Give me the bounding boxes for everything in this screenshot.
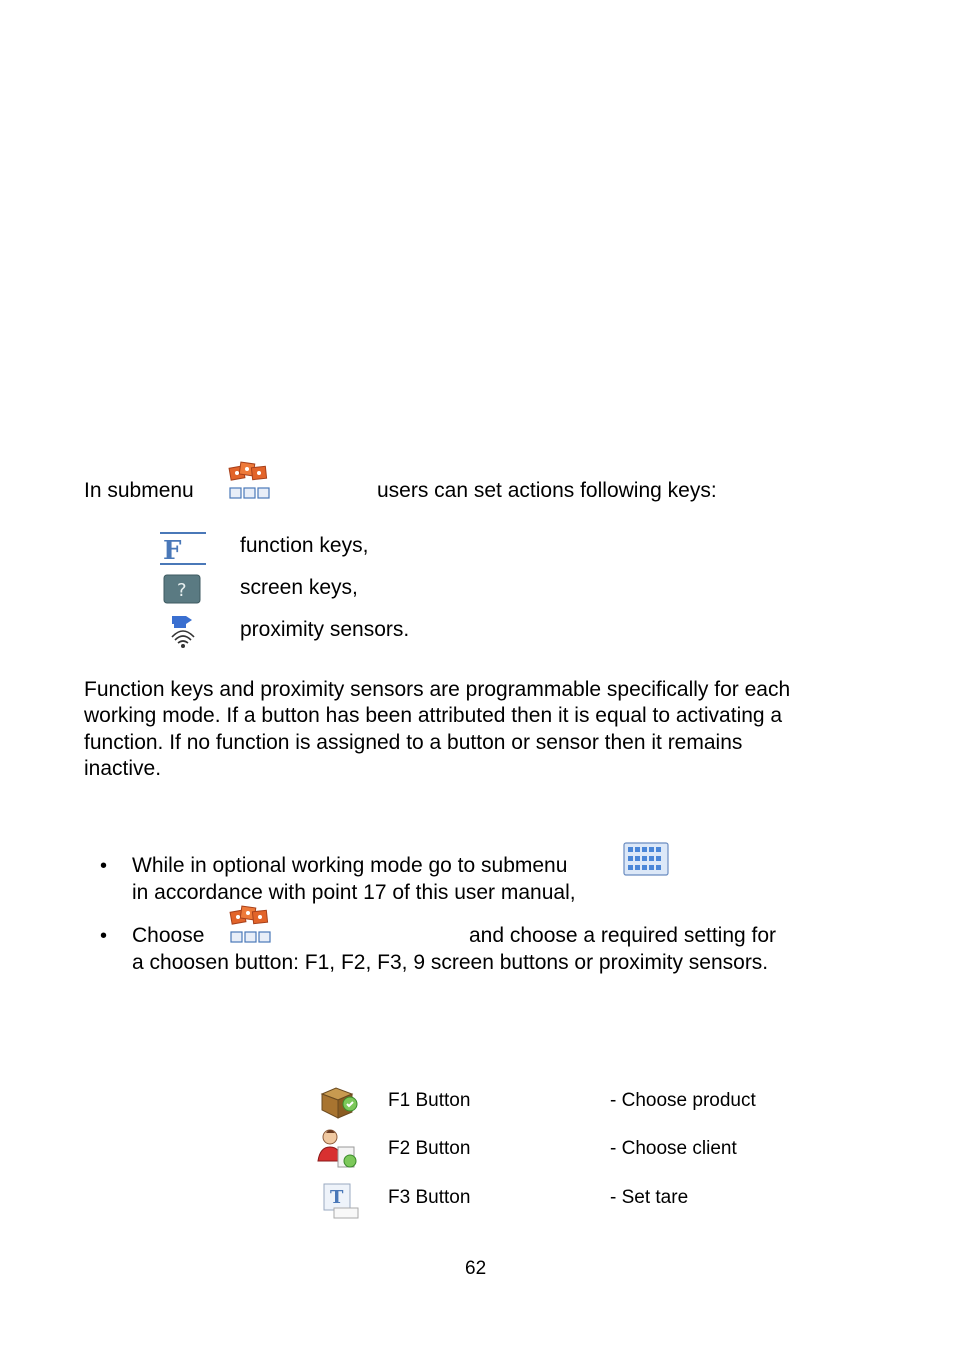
intro-text-before: In submenu bbox=[84, 479, 194, 502]
tare-icon bbox=[320, 1178, 362, 1220]
bullet-marker: • bbox=[100, 925, 108, 947]
description-line: inactive. bbox=[84, 756, 162, 780]
key-type-label: proximity sensors. bbox=[240, 618, 410, 641]
client-icon bbox=[316, 1127, 362, 1171]
table-button-name: F3 Button bbox=[388, 1187, 471, 1208]
working-modes-grid-icon bbox=[623, 842, 669, 876]
intro-text-after: users can set actions following keys: bbox=[377, 479, 717, 502]
proximity-sensor-icon bbox=[168, 612, 198, 650]
description-line: Function keys and proximity sensors are programmable specifically for each bbox=[84, 678, 791, 701]
svg-text:T: T bbox=[330, 1187, 344, 1208]
description-paragraph bbox=[84, 677, 874, 782]
table-button-action: - Set tare bbox=[610, 1187, 689, 1208]
step-2-line-1-before: Choose bbox=[132, 924, 205, 947]
key-type-label: function keys, bbox=[240, 534, 369, 557]
description-line: working mode. If a button has been attributed then it is equal to activating a bbox=[84, 704, 783, 728]
step-2-line-1-after: and choose a required setting for bbox=[469, 924, 777, 947]
keys-settings-icon bbox=[229, 905, 273, 945]
svg-text:F: F bbox=[163, 536, 182, 566]
table-button-name: F2 Button bbox=[388, 1138, 471, 1159]
svg-text:?: ? bbox=[177, 580, 187, 601]
keys-settings-icon bbox=[228, 461, 272, 501]
table-button-action: - Choose client bbox=[610, 1138, 737, 1159]
product-box-icon bbox=[318, 1078, 362, 1122]
step-1-line-2: in accordance with point 17 of this user manual, bbox=[132, 881, 576, 904]
function-key-icon bbox=[160, 532, 206, 566]
step-1-line-1: While in optional working mode go to submenu bbox=[132, 854, 568, 877]
table-button-name: F1 Button bbox=[388, 1090, 471, 1111]
bullet-marker: • bbox=[100, 855, 108, 877]
table-button-action: - Choose product bbox=[610, 1090, 756, 1111]
screen-key-icon bbox=[163, 574, 201, 604]
step-2-line-2: a choosen button: F1, F2, F3, 9 screen buttons or proximity sensors. bbox=[132, 951, 769, 974]
description-line: function. If no function is assigned to a button or sensor then it remains bbox=[84, 730, 743, 754]
key-type-label: screen keys, bbox=[240, 576, 358, 599]
page-number: 62 bbox=[465, 1258, 487, 1279]
